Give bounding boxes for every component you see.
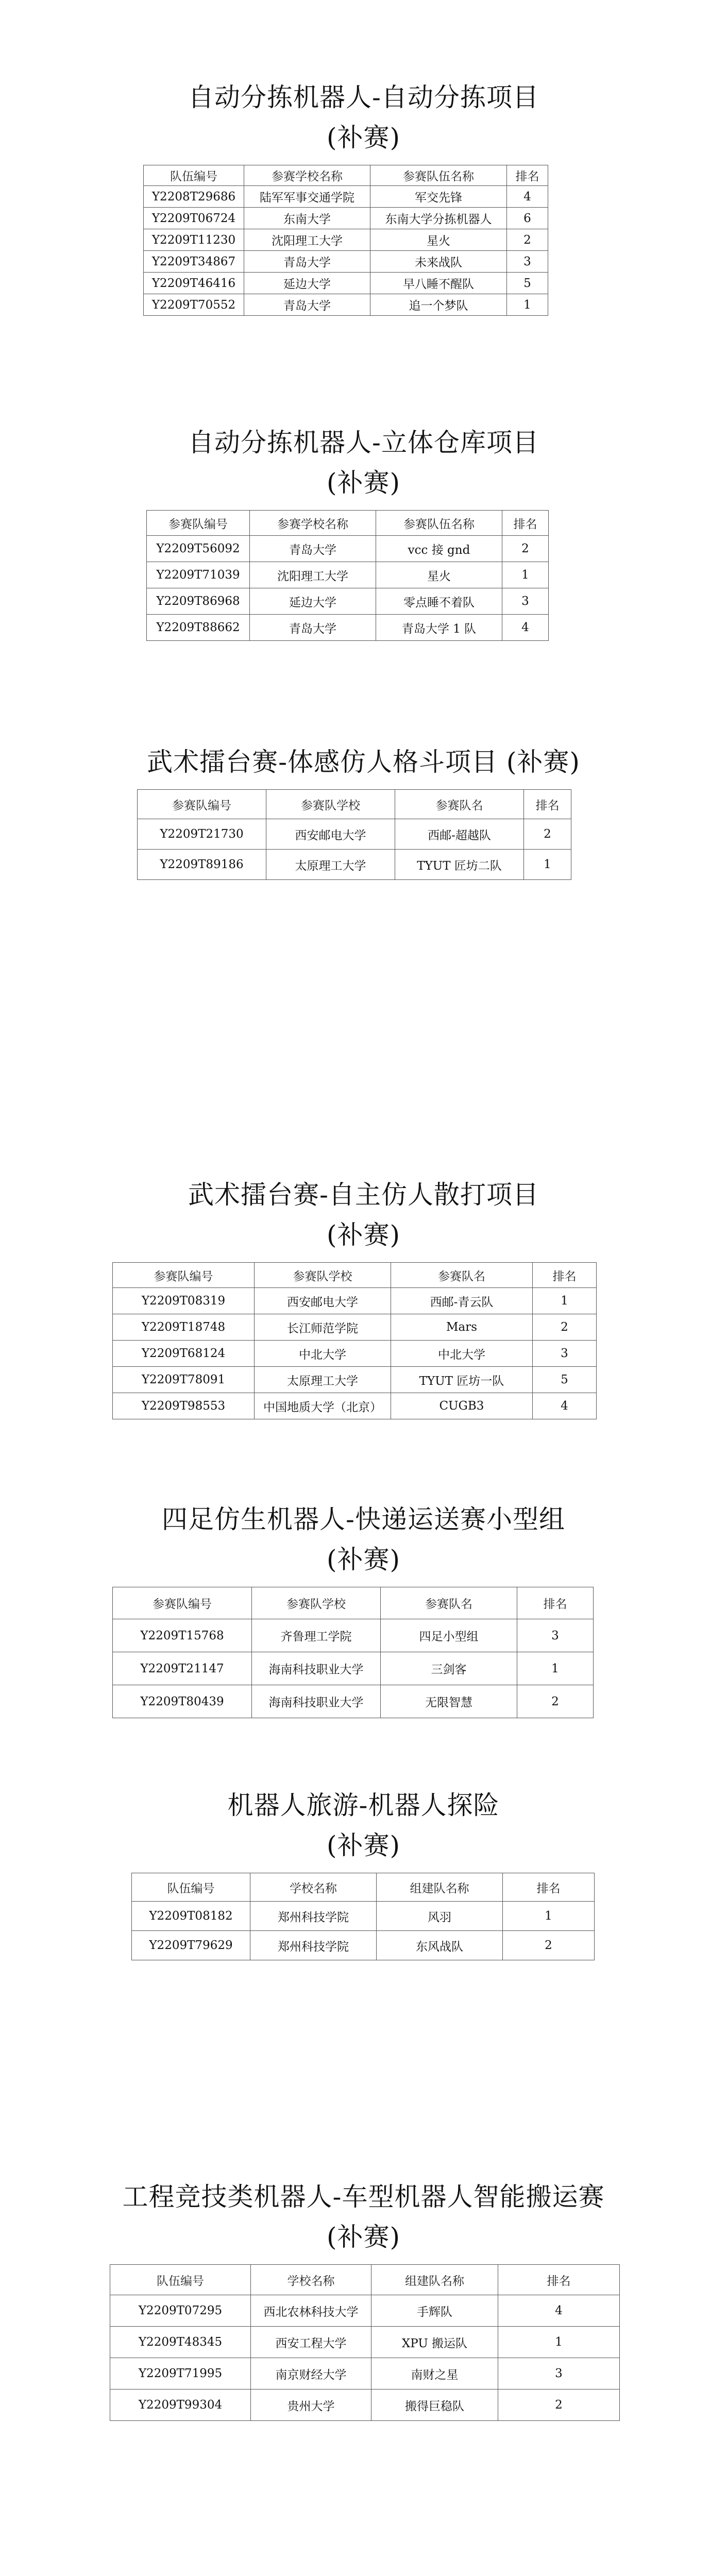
table-row bbox=[138, 819, 571, 850]
school-cell: 郑州科技学院 bbox=[250, 1902, 377, 1931]
table-row bbox=[110, 2358, 620, 2389]
school-cell: 太原理工大学 bbox=[255, 1367, 391, 1393]
team-id-cell: Y2209T34867 bbox=[144, 251, 244, 273]
rank-cell: 2 bbox=[503, 1931, 595, 1960]
team-name-cell: 青岛大学 1 队 bbox=[376, 615, 502, 641]
school-cell: 延边大学 bbox=[244, 273, 370, 294]
team-id-cell: Y2209T80439 bbox=[113, 1685, 252, 1718]
team-id-cell: Y2209T56092 bbox=[147, 536, 250, 562]
team-name-cell: 西邮-青云队 bbox=[391, 1288, 533, 1314]
table-header-row bbox=[113, 1587, 594, 1619]
rank-cell: 3 bbox=[507, 251, 548, 273]
rank-cell: 5 bbox=[507, 273, 548, 294]
section-title: 自动分拣机器人-立体仓库项目 bbox=[188, 428, 539, 457]
school-cell: 南京财经大学 bbox=[251, 2358, 371, 2389]
team-id-cell: Y2209T07295 bbox=[110, 2295, 251, 2327]
school-cell: 青岛大学 bbox=[244, 251, 370, 273]
team-id-cell: Y2209T78091 bbox=[113, 1367, 255, 1393]
column-header: 排名 bbox=[498, 2265, 620, 2295]
column-header: 参赛学校名称 bbox=[250, 511, 376, 536]
rank-cell: 5 bbox=[533, 1367, 597, 1393]
team-id-cell: Y2209T21147 bbox=[113, 1652, 252, 1685]
school-cell: 长江师范学院 bbox=[255, 1314, 391, 1341]
rank-cell: 2 bbox=[507, 229, 548, 251]
school-cell: 中北大学 bbox=[255, 1341, 391, 1367]
rank-cell: 3 bbox=[517, 1619, 594, 1652]
rank-cell: 4 bbox=[498, 2295, 620, 2327]
section-title: 四足仿生机器人-快递运送赛小型组 bbox=[162, 1504, 565, 1534]
school-cell: 西安邮电大学 bbox=[255, 1288, 391, 1314]
table-row bbox=[147, 562, 549, 588]
school-cell: 青岛大学 bbox=[244, 294, 370, 316]
school-cell: 西安邮电大学 bbox=[266, 819, 395, 850]
section-title: 机器人旅游-机器人探险 bbox=[227, 1790, 500, 1820]
team-name-cell: TYUT 匠坊一队 bbox=[391, 1367, 533, 1393]
table-row bbox=[138, 850, 571, 880]
rank-cell: 1 bbox=[502, 562, 549, 588]
table-row bbox=[144, 186, 548, 208]
rank-cell: 2 bbox=[533, 1314, 597, 1341]
section-subtitle: (补赛) bbox=[326, 123, 400, 152]
school-cell: 太原理工大学 bbox=[266, 850, 395, 880]
team-name-cell: 东风战队 bbox=[377, 1931, 503, 1960]
results-table bbox=[146, 510, 549, 641]
team-name-cell: 追一个梦队 bbox=[370, 294, 507, 316]
results-section bbox=[0, 1175, 727, 1419]
team-id-cell: Y2209T89186 bbox=[138, 850, 266, 880]
table-row bbox=[147, 615, 549, 641]
team-id-cell: Y2209T79629 bbox=[132, 1931, 250, 1960]
school-cell: 延边大学 bbox=[250, 588, 376, 615]
column-header: 参赛队学校 bbox=[255, 1263, 391, 1288]
table-row bbox=[132, 1902, 595, 1931]
team-id-cell: Y2209T68124 bbox=[113, 1341, 255, 1367]
column-header: 学校名称 bbox=[250, 1873, 377, 1902]
table-header-row bbox=[147, 511, 549, 536]
school-cell: 青岛大学 bbox=[250, 536, 376, 562]
rank-cell: 2 bbox=[524, 819, 571, 850]
school-cell: 贵州大学 bbox=[251, 2389, 371, 2421]
table-header-row bbox=[110, 2265, 620, 2295]
table-row bbox=[110, 2327, 620, 2358]
team-name-cell: 东南大学分拣机器人 bbox=[370, 208, 507, 229]
school-cell: 沈阳理工大学 bbox=[250, 562, 376, 588]
rank-cell: 3 bbox=[498, 2358, 620, 2389]
rank-cell: 1 bbox=[533, 1288, 597, 1314]
column-header: 参赛队学校 bbox=[266, 790, 395, 819]
team-name-cell: 早八睡不醒队 bbox=[370, 273, 507, 294]
school-cell: 中国地质大学（北京） bbox=[255, 1393, 391, 1419]
team-name-cell: 未来战队 bbox=[370, 251, 507, 273]
section-subtitle: (补赛) bbox=[326, 1831, 400, 1860]
section-subtitle: (补赛) bbox=[326, 468, 400, 498]
rank-cell: 1 bbox=[517, 1652, 594, 1685]
results-table bbox=[137, 789, 571, 880]
rank-cell: 2 bbox=[517, 1685, 594, 1718]
column-header: 排名 bbox=[517, 1587, 594, 1619]
table-row bbox=[113, 1685, 594, 1718]
column-header: 排名 bbox=[502, 511, 549, 536]
table-row bbox=[113, 1367, 597, 1393]
team-name-cell: 星火 bbox=[376, 562, 502, 588]
table-header-row bbox=[138, 790, 571, 819]
column-header: 排名 bbox=[533, 1263, 597, 1288]
table-row bbox=[144, 251, 548, 273]
team-id-cell: Y2209T15768 bbox=[113, 1619, 252, 1652]
team-id-cell: Y2209T18748 bbox=[113, 1314, 255, 1341]
rank-cell: 2 bbox=[498, 2389, 620, 2421]
results-table bbox=[110, 2264, 620, 2421]
results-section bbox=[0, 422, 727, 641]
team-name-cell: Mars bbox=[391, 1314, 533, 1341]
team-id-cell: Y2209T08182 bbox=[132, 1902, 250, 1931]
column-header: 组建队名称 bbox=[377, 1873, 503, 1902]
team-name-cell: vcc 接 gnd bbox=[376, 536, 502, 562]
results-table bbox=[112, 1587, 594, 1718]
team-id-cell: Y2209T71995 bbox=[110, 2358, 251, 2389]
rank-cell: 3 bbox=[502, 588, 549, 615]
section-title: 自动分拣机器人-自动分拣项目 bbox=[188, 82, 539, 112]
team-name-cell: 搬得巨稳队 bbox=[371, 2389, 498, 2421]
column-header: 参赛队名 bbox=[395, 790, 524, 819]
column-header: 参赛队编号 bbox=[138, 790, 266, 819]
team-id-cell: Y2208T29686 bbox=[144, 186, 244, 208]
team-name-cell: 西邮-超越队 bbox=[395, 819, 524, 850]
team-name-cell: CUGB3 bbox=[391, 1393, 533, 1419]
table-row bbox=[113, 1341, 597, 1367]
school-cell: 齐鲁理工学院 bbox=[252, 1619, 381, 1652]
rank-cell: 2 bbox=[502, 536, 549, 562]
team-id-cell: Y2209T08319 bbox=[113, 1288, 255, 1314]
team-id-cell: Y2209T48345 bbox=[110, 2327, 251, 2358]
team-name-cell: TYUT 匠坊二队 bbox=[395, 850, 524, 880]
column-header: 参赛队编号 bbox=[147, 511, 250, 536]
column-header: 参赛队名 bbox=[381, 1587, 517, 1619]
team-name-cell: 中北大学 bbox=[391, 1341, 533, 1367]
team-id-cell: Y2209T99304 bbox=[110, 2389, 251, 2421]
table-row bbox=[144, 294, 548, 316]
column-header: 参赛队编号 bbox=[113, 1587, 252, 1619]
rank-cell: 1 bbox=[498, 2327, 620, 2358]
team-name-cell: 无限智慧 bbox=[381, 1685, 517, 1718]
column-header: 排名 bbox=[507, 165, 548, 186]
rank-cell: 4 bbox=[502, 615, 549, 641]
section-subtitle: (补赛) bbox=[326, 1545, 400, 1574]
column-header: 参赛队学校 bbox=[252, 1587, 381, 1619]
table-row bbox=[113, 1393, 597, 1419]
team-id-cell: Y2209T70552 bbox=[144, 294, 244, 316]
school-cell: 青岛大学 bbox=[250, 615, 376, 641]
team-name-cell: 军交先锋 bbox=[370, 186, 507, 208]
school-cell: 沈阳理工大学 bbox=[244, 229, 370, 251]
column-header: 参赛学校名称 bbox=[244, 165, 370, 186]
table-header-row bbox=[144, 165, 548, 186]
table-row bbox=[113, 1288, 597, 1314]
school-cell: 海南科技职业大学 bbox=[252, 1652, 381, 1685]
team-id-cell: Y2209T86968 bbox=[147, 588, 250, 615]
rank-cell: 1 bbox=[524, 850, 571, 880]
team-id-cell: Y2209T88662 bbox=[147, 615, 250, 641]
table-row bbox=[144, 208, 548, 229]
school-cell: 海南科技职业大学 bbox=[252, 1685, 381, 1718]
team-name-cell: 南财之星 bbox=[371, 2358, 498, 2389]
results-section bbox=[0, 742, 727, 880]
results-section bbox=[0, 1499, 727, 1718]
column-header: 排名 bbox=[503, 1873, 595, 1902]
results-table bbox=[131, 1873, 595, 1960]
rank-cell: 1 bbox=[507, 294, 548, 316]
team-id-cell: Y2209T11230 bbox=[144, 229, 244, 251]
team-id-cell: Y2209T46416 bbox=[144, 273, 244, 294]
team-id-cell: Y2209T71039 bbox=[147, 562, 250, 588]
table-row bbox=[147, 536, 549, 562]
results-section bbox=[0, 2177, 727, 2421]
team-name-cell: 星火 bbox=[370, 229, 507, 251]
table-row bbox=[110, 2295, 620, 2327]
column-header: 参赛队名 bbox=[391, 1263, 533, 1288]
results-section bbox=[0, 77, 727, 316]
team-id-cell: Y2209T21730 bbox=[138, 819, 266, 850]
team-name-cell: 风羽 bbox=[377, 1902, 503, 1931]
school-cell: 西安工程大学 bbox=[251, 2327, 371, 2358]
table-row bbox=[110, 2389, 620, 2421]
table-row bbox=[144, 229, 548, 251]
results-table bbox=[143, 165, 548, 316]
team-name-cell: 零点睡不着队 bbox=[376, 588, 502, 615]
rank-cell: 4 bbox=[507, 186, 548, 208]
table-header-row bbox=[132, 1873, 595, 1902]
team-id-cell: Y2209T98553 bbox=[113, 1393, 255, 1419]
rank-cell: 3 bbox=[533, 1341, 597, 1367]
team-name-cell: 三剑客 bbox=[381, 1652, 517, 1685]
column-header: 学校名称 bbox=[251, 2265, 371, 2295]
results-section bbox=[0, 1785, 727, 1960]
column-header: 组建队名称 bbox=[371, 2265, 498, 2295]
rank-cell: 1 bbox=[503, 1902, 595, 1931]
table-header-row bbox=[113, 1263, 597, 1288]
results-table bbox=[112, 1262, 597, 1419]
section-title: 工程竞技类机器人-车型机器人智能搬运赛 bbox=[122, 2182, 605, 2212]
school-cell: 西北农林科技大学 bbox=[251, 2295, 371, 2327]
section-title: 武术擂台赛-体感仿人格斗项目 (补赛) bbox=[147, 747, 580, 777]
school-cell: 东南大学 bbox=[244, 208, 370, 229]
team-name-cell: 四足小型组 bbox=[381, 1619, 517, 1652]
section-subtitle: (补赛) bbox=[326, 2222, 400, 2252]
rank-cell: 6 bbox=[507, 208, 548, 229]
column-header: 排名 bbox=[524, 790, 571, 819]
column-header: 队伍编号 bbox=[110, 2265, 251, 2295]
table-row bbox=[113, 1314, 597, 1341]
team-name-cell: XPU 搬运队 bbox=[371, 2327, 498, 2358]
table-row bbox=[113, 1619, 594, 1652]
team-id-cell: Y2209T06724 bbox=[144, 208, 244, 229]
column-header: 参赛队编号 bbox=[113, 1263, 255, 1288]
rank-cell: 4 bbox=[533, 1393, 597, 1419]
table-row bbox=[147, 588, 549, 615]
column-header: 参赛队伍名称 bbox=[370, 165, 507, 186]
school-cell: 郑州科技学院 bbox=[250, 1931, 377, 1960]
team-name-cell: 手辉队 bbox=[371, 2295, 498, 2327]
table-row bbox=[132, 1931, 595, 1960]
column-header: 参赛队伍名称 bbox=[376, 511, 502, 536]
section-title: 武术擂台赛-自主仿人散打项目 bbox=[188, 1180, 539, 1210]
table-row bbox=[144, 273, 548, 294]
table-row bbox=[113, 1652, 594, 1685]
section-subtitle: (补赛) bbox=[326, 1220, 400, 1250]
column-header: 队伍编号 bbox=[132, 1873, 250, 1902]
column-header: 队伍编号 bbox=[144, 165, 244, 186]
school-cell: 陆军军事交通学院 bbox=[244, 186, 370, 208]
